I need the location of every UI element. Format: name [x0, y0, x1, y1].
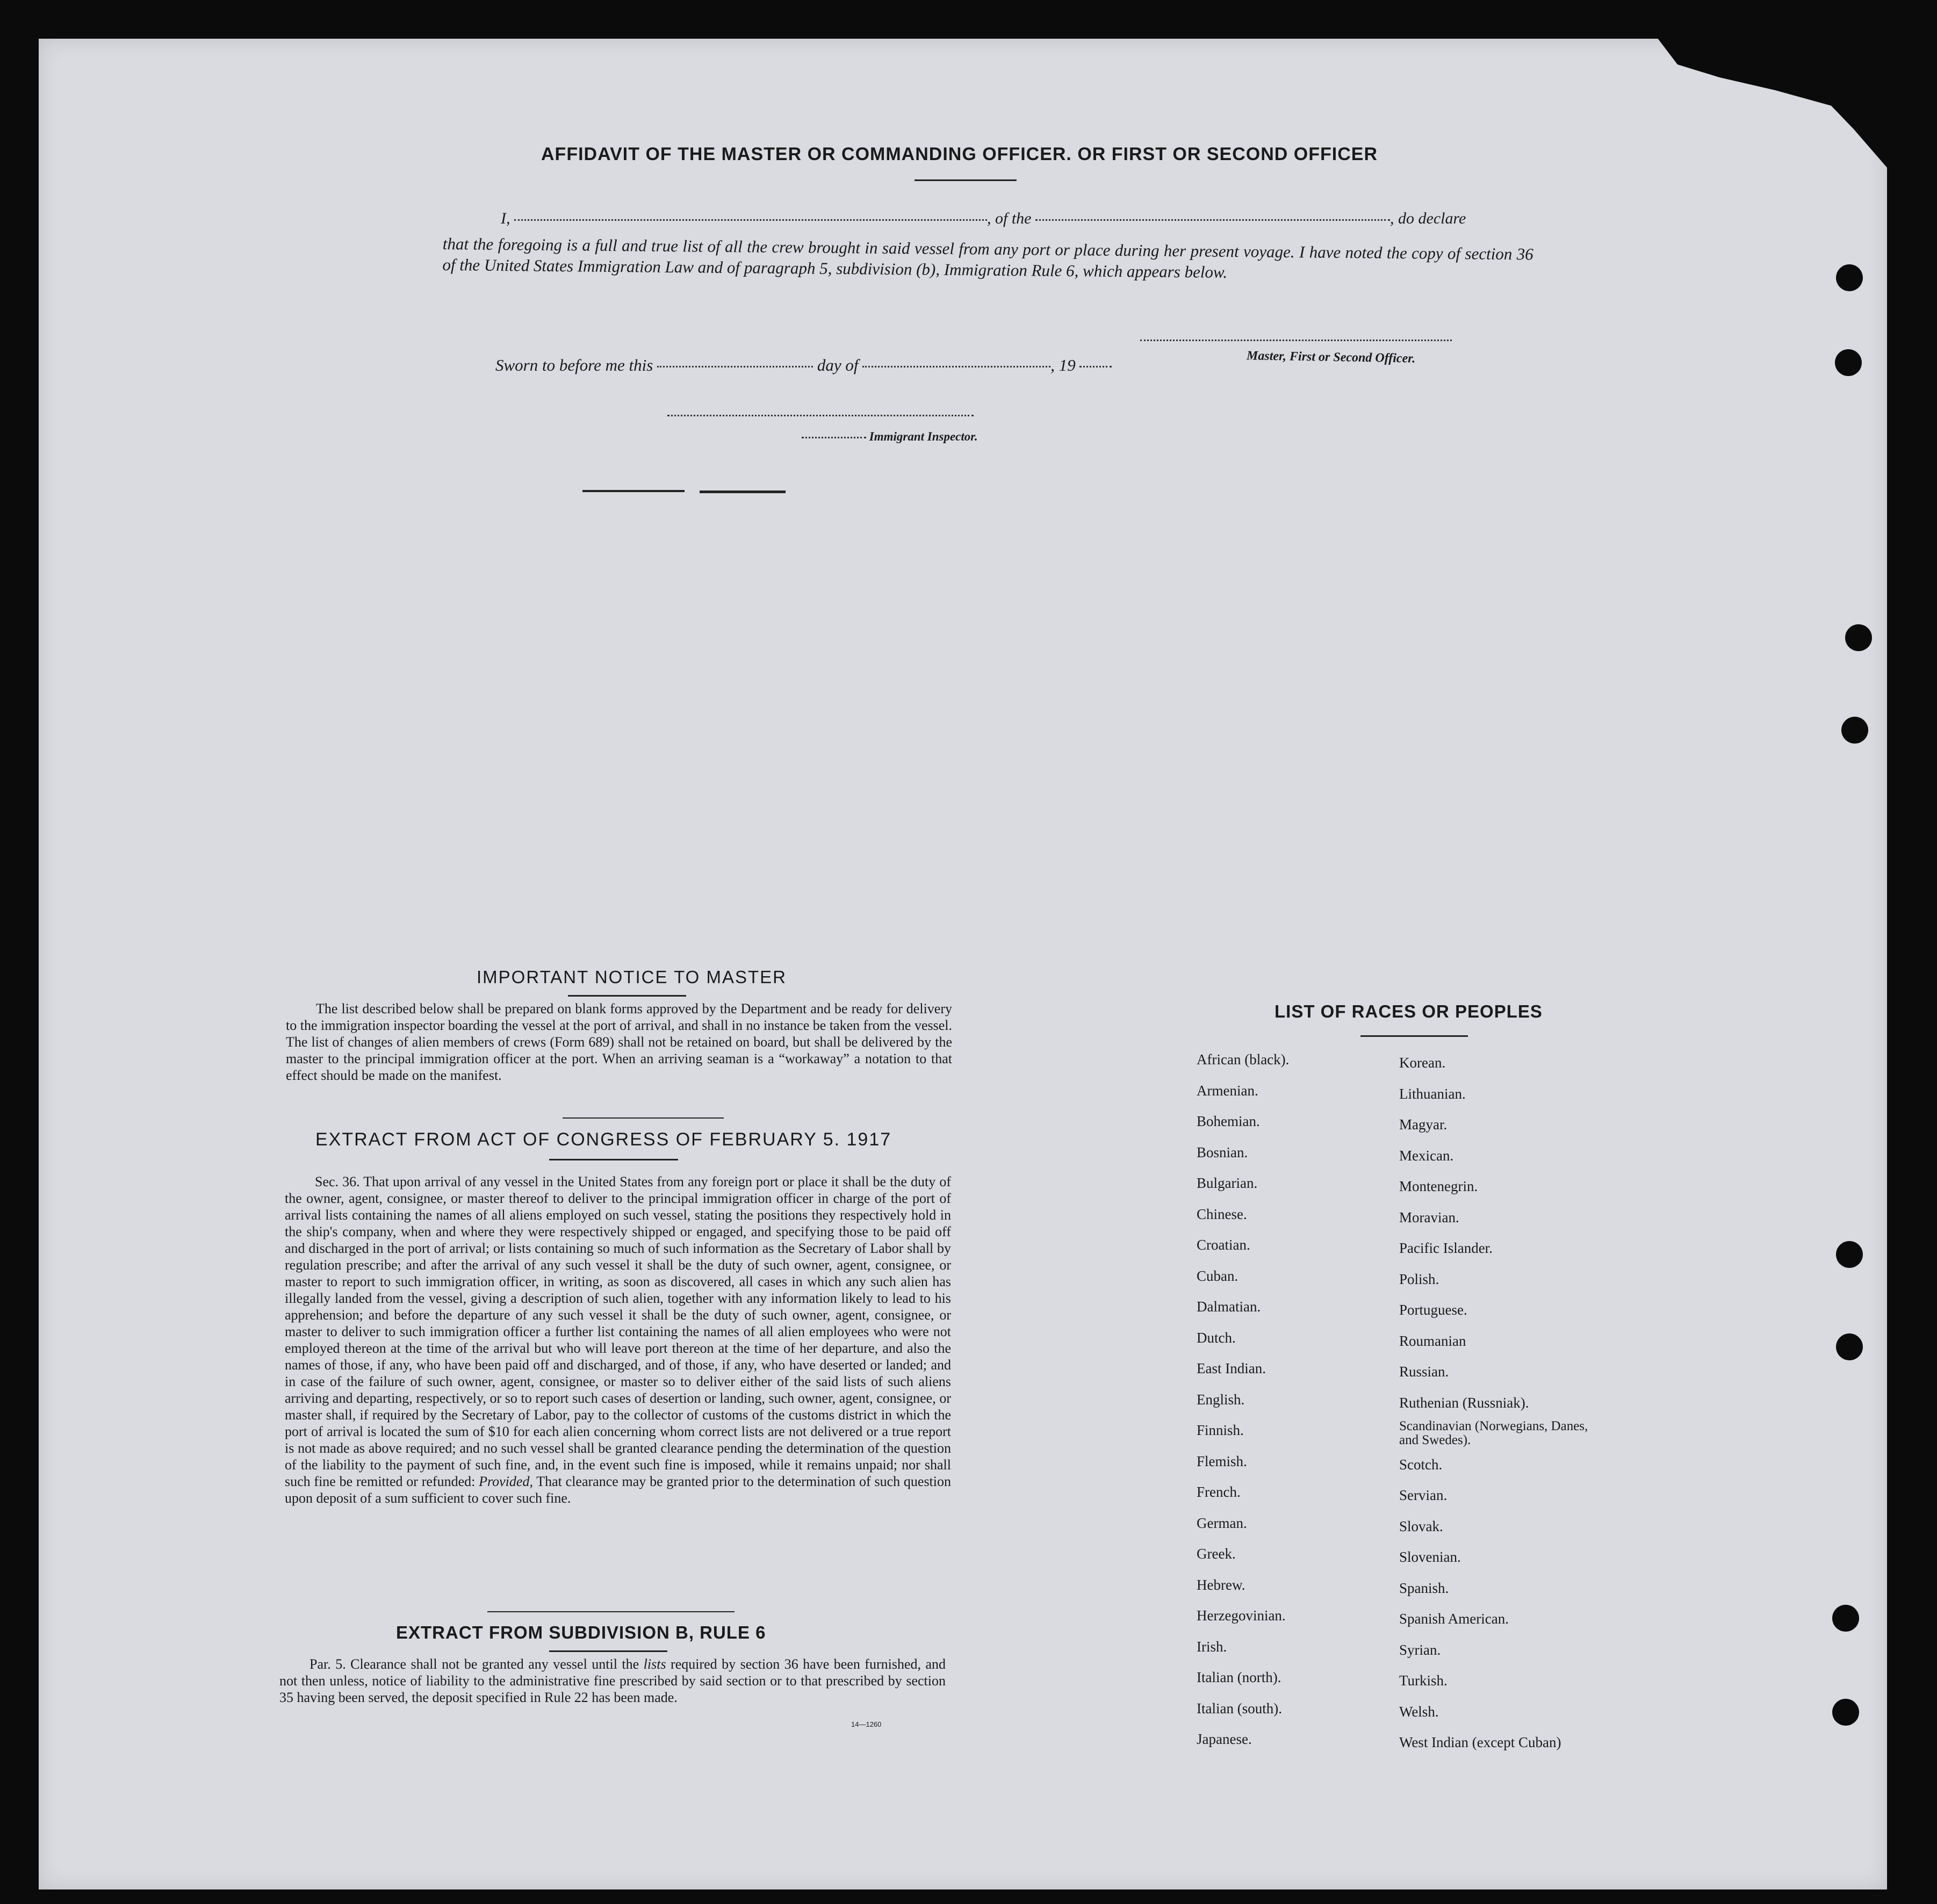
day-blank	[657, 366, 813, 367]
binder-hole	[1835, 349, 1862, 376]
sworn-line	[495, 356, 1112, 375]
races-column-left	[1197, 1044, 1289, 1755]
binder-hole	[1836, 264, 1863, 291]
signature-line	[1140, 340, 1452, 341]
race-item: Italian (north).	[1197, 1669, 1281, 1685]
race-item: Bulgarian.	[1197, 1175, 1258, 1191]
document-page	[39, 39, 1887, 1889]
race-item: Croatian.	[1197, 1237, 1250, 1253]
extract-act-tail: That clearance may be granted prior to the determination of such question upon deposit of a sum sufficient to cover such fine.	[285, 1474, 952, 1506]
affidavit-body: that the foregoing is a full and true list of all the crew brought in said vessel from any port or place during her present voyage. I have noted the copy of section 36 of the United States Immigration Law and of paragraph 5, subdivision (b), Immigration Rule 6, which appears below.	[442, 234, 1533, 282]
race-item: Chinese.	[1197, 1206, 1247, 1222]
race-item: Portuguese.	[1399, 1302, 1467, 1318]
race-item: Hebrew.	[1197, 1576, 1245, 1593]
race-item: Slovenian.	[1399, 1549, 1461, 1565]
race-item: African (black).	[1197, 1051, 1290, 1068]
heading-rule	[568, 995, 686, 997]
binder-hole	[1841, 717, 1868, 744]
binder-hole	[1836, 1333, 1863, 1360]
inspector-row	[802, 430, 978, 444]
race-item: German.	[1197, 1514, 1247, 1531]
closing-rule	[700, 491, 786, 493]
affidavit-line-1	[463, 210, 1466, 228]
inspector-label: Immigrant Inspector.	[869, 430, 978, 443]
extract-rule-text	[279, 1656, 946, 1706]
race-item: Mexican.	[1399, 1147, 1454, 1164]
race-item: Finnish.	[1197, 1422, 1244, 1438]
heading-rule	[549, 1159, 678, 1160]
affidavit-declare: , do declare	[1390, 210, 1466, 227]
race-item: Scandinavian (Norwegians, Danes, and Swedes).	[1399, 1419, 1588, 1447]
race-item: Irish.	[1197, 1638, 1227, 1655]
signature-label: Master, First or Second Officer.	[1246, 349, 1416, 366]
extract-act-heading: EXTRACT FROM ACT OF CONGRESS OF FEBRUARY 5. 1917	[315, 1129, 892, 1150]
race-item: Polish.	[1399, 1271, 1439, 1287]
race-item: Turkish.	[1399, 1672, 1448, 1689]
heading-rule	[915, 179, 1017, 181]
torn-corner	[1608, 39, 1887, 168]
race-item: Lithuanian.	[1399, 1085, 1466, 1102]
notice-heading: IMPORTANT NOTICE TO MASTER	[477, 967, 787, 987]
year-blank	[1079, 366, 1112, 367]
notice-text	[286, 1000, 952, 1084]
race-item: Bosnian.	[1197, 1144, 1248, 1160]
sworn-prefix: Sworn to before me this	[495, 356, 653, 374]
race-item: Slovak.	[1399, 1518, 1443, 1534]
race-item: Dalmatian.	[1197, 1299, 1261, 1315]
race-item: Pacific Islander.	[1399, 1240, 1493, 1256]
race-item: Bohemian.	[1197, 1113, 1260, 1129]
month-blank	[862, 366, 1050, 367]
race-item: Roumanian	[1399, 1332, 1466, 1349]
heading-rule	[549, 1650, 667, 1652]
races-heading: LIST OF RACES OR PEOPLES	[1274, 1001, 1543, 1021]
races-column-right	[1399, 1048, 1593, 1758]
name-blank	[514, 219, 987, 221]
extract-act-paragraph	[285, 1173, 951, 1506]
heading-rule	[1360, 1035, 1468, 1037]
binder-hole	[1845, 624, 1872, 651]
race-item: Magyar.	[1399, 1116, 1448, 1133]
race-item: Flemish.	[1197, 1453, 1247, 1469]
sworn-year: , 19	[1050, 356, 1076, 374]
proviso-word: Provided,	[479, 1474, 533, 1489]
race-item: Korean.	[1399, 1055, 1446, 1071]
extract-rule-paragraph	[279, 1656, 946, 1706]
affidavit-heading: AFFIDAVIT OF THE MASTER OR COMMANDING OFFICER. OR FIRST OR SECOND OFFICER	[541, 144, 1378, 164]
form-number: 14—1260	[851, 1720, 882, 1728]
race-item: Spanish American.	[1399, 1611, 1509, 1627]
affidavit-i: I,	[501, 210, 510, 227]
extract-act-body: Sec. 36. That upon arrival of any vessel in the United States from any foreign port or place it shall be the duty of the owner, agent, consignee, or master thereof to deliver to the principal immigration officer in charge of the port of arrival lists containing the names of all aliens employed on such vessel, stating the positions they respectively hold in the ship's company, when and where they were respectively shipped or engaged, and specifying those to be paid off and discharged in the port of arrival; or lists containing so much of such information as the Secretary of Labor shall by regulation prescribe; and after the arrival of any such vessel it shall be the duty of such owner, agent, consignee, or master to report to such immigration officer, in writing, as soon as discovered, all cases in which any such alien has illegally landed from the vessel, giving a description of such alien, together with any information likely to lead to his apprehension; and before the departure of any such vessel it shall be the duty of such owner, agent, consignee, or master to deliver to such immigration officer a further list containing the names of all alien employees who were not employed thereon at the time of the arrival but who will leave port thereon at the time of her departure, and also the names of those, if any, who have been paid off and discharged, and of those, if any, who have deserted or landed; and in case of the failure of such owner, agent, consignee, or master so to deliver either of the said lists of such aliens arriving and departing, respectively, or so to report such cases of desertion or landing, such owner, agent, consignee, or master shall, if required by the Secretary of Labor, pay to the collector of customs of the customs district in which the port of arrival is located the sum of $10 for each alien concerning whom correct lists are not delivered or a true report is not made as above required; and no such vessel shall be granted clearance pending the determination of the question of the liability to the payment of such fine, and, in the event such fine is imposed, while it remains unpaid; nor shall such fine be remitted or refunded:	[285, 1174, 951, 1489]
race-item: Scotch.	[1399, 1456, 1443, 1473]
race-item: Armenian.	[1197, 1082, 1258, 1099]
section-rule	[487, 1611, 735, 1612]
race-item: Syrian.	[1399, 1641, 1441, 1658]
race-item: Greek.	[1197, 1546, 1236, 1562]
race-item: Moravian.	[1399, 1209, 1459, 1225]
extract-act-text	[285, 1173, 951, 1506]
race-item: Italian (south).	[1197, 1700, 1282, 1717]
race-item: French.	[1197, 1484, 1241, 1500]
lists-word: lists	[643, 1656, 666, 1672]
race-item: Japanese.	[1197, 1731, 1252, 1747]
race-item: Montenegrin.	[1399, 1178, 1478, 1194]
section-rule	[563, 1117, 724, 1119]
binder-hole	[1832, 1605, 1859, 1632]
race-item: West Indian (except Cuban)	[1399, 1734, 1561, 1750]
extract-rule-tail: required by section 36 have been furnished, and not then unless, notice of liability to the administrative fine prescribed by said section or to that prescribed by section 35 having been served, the deposit specified in Rule 22 has been made.	[279, 1656, 946, 1705]
affidavit-of-the: , of the	[987, 210, 1032, 227]
race-item: Welsh.	[1399, 1703, 1439, 1720]
race-item: Spanish.	[1399, 1580, 1449, 1596]
race-item: English.	[1197, 1391, 1245, 1408]
race-item: Russian.	[1399, 1364, 1449, 1380]
extract-rule-body: Par. 5. Clearance shall not be granted any vessel until the	[309, 1656, 639, 1672]
inspector-line	[667, 415, 974, 416]
race-item: Servian.	[1399, 1487, 1448, 1503]
binder-hole	[1836, 1241, 1863, 1268]
race-item: Cuban.	[1197, 1267, 1238, 1284]
race-item: Herzegovinian.	[1197, 1607, 1286, 1624]
extract-rule-heading: EXTRACT FROM SUBDIVISION B, RULE 6	[396, 1622, 766, 1642]
race-item: East Indian.	[1197, 1360, 1266, 1376]
sworn-day-of: day of	[817, 356, 859, 374]
binder-hole	[1832, 1699, 1859, 1726]
inspector-blank	[802, 437, 866, 438]
race-item: Dutch.	[1197, 1329, 1236, 1346]
notice-paragraph: The list described below shall be prepared on blank forms approved by the Department and be ready for delivery to the immigration inspector boarding the vessel at the port of arrival, and shall in no instance be taken from the vessel. The list of changes of alien members of crews (Form 689) shall not be retained on board, but shall be delivered by the master to the principal immigration officer at the port. When an arriving seaman is a “workaway” a notation to that effect should be made on the manifest.	[286, 1001, 952, 1083]
race-item: Ruthenian (Russniak).	[1399, 1394, 1529, 1411]
closing-rule	[582, 490, 685, 492]
vessel-blank	[1035, 219, 1390, 221]
